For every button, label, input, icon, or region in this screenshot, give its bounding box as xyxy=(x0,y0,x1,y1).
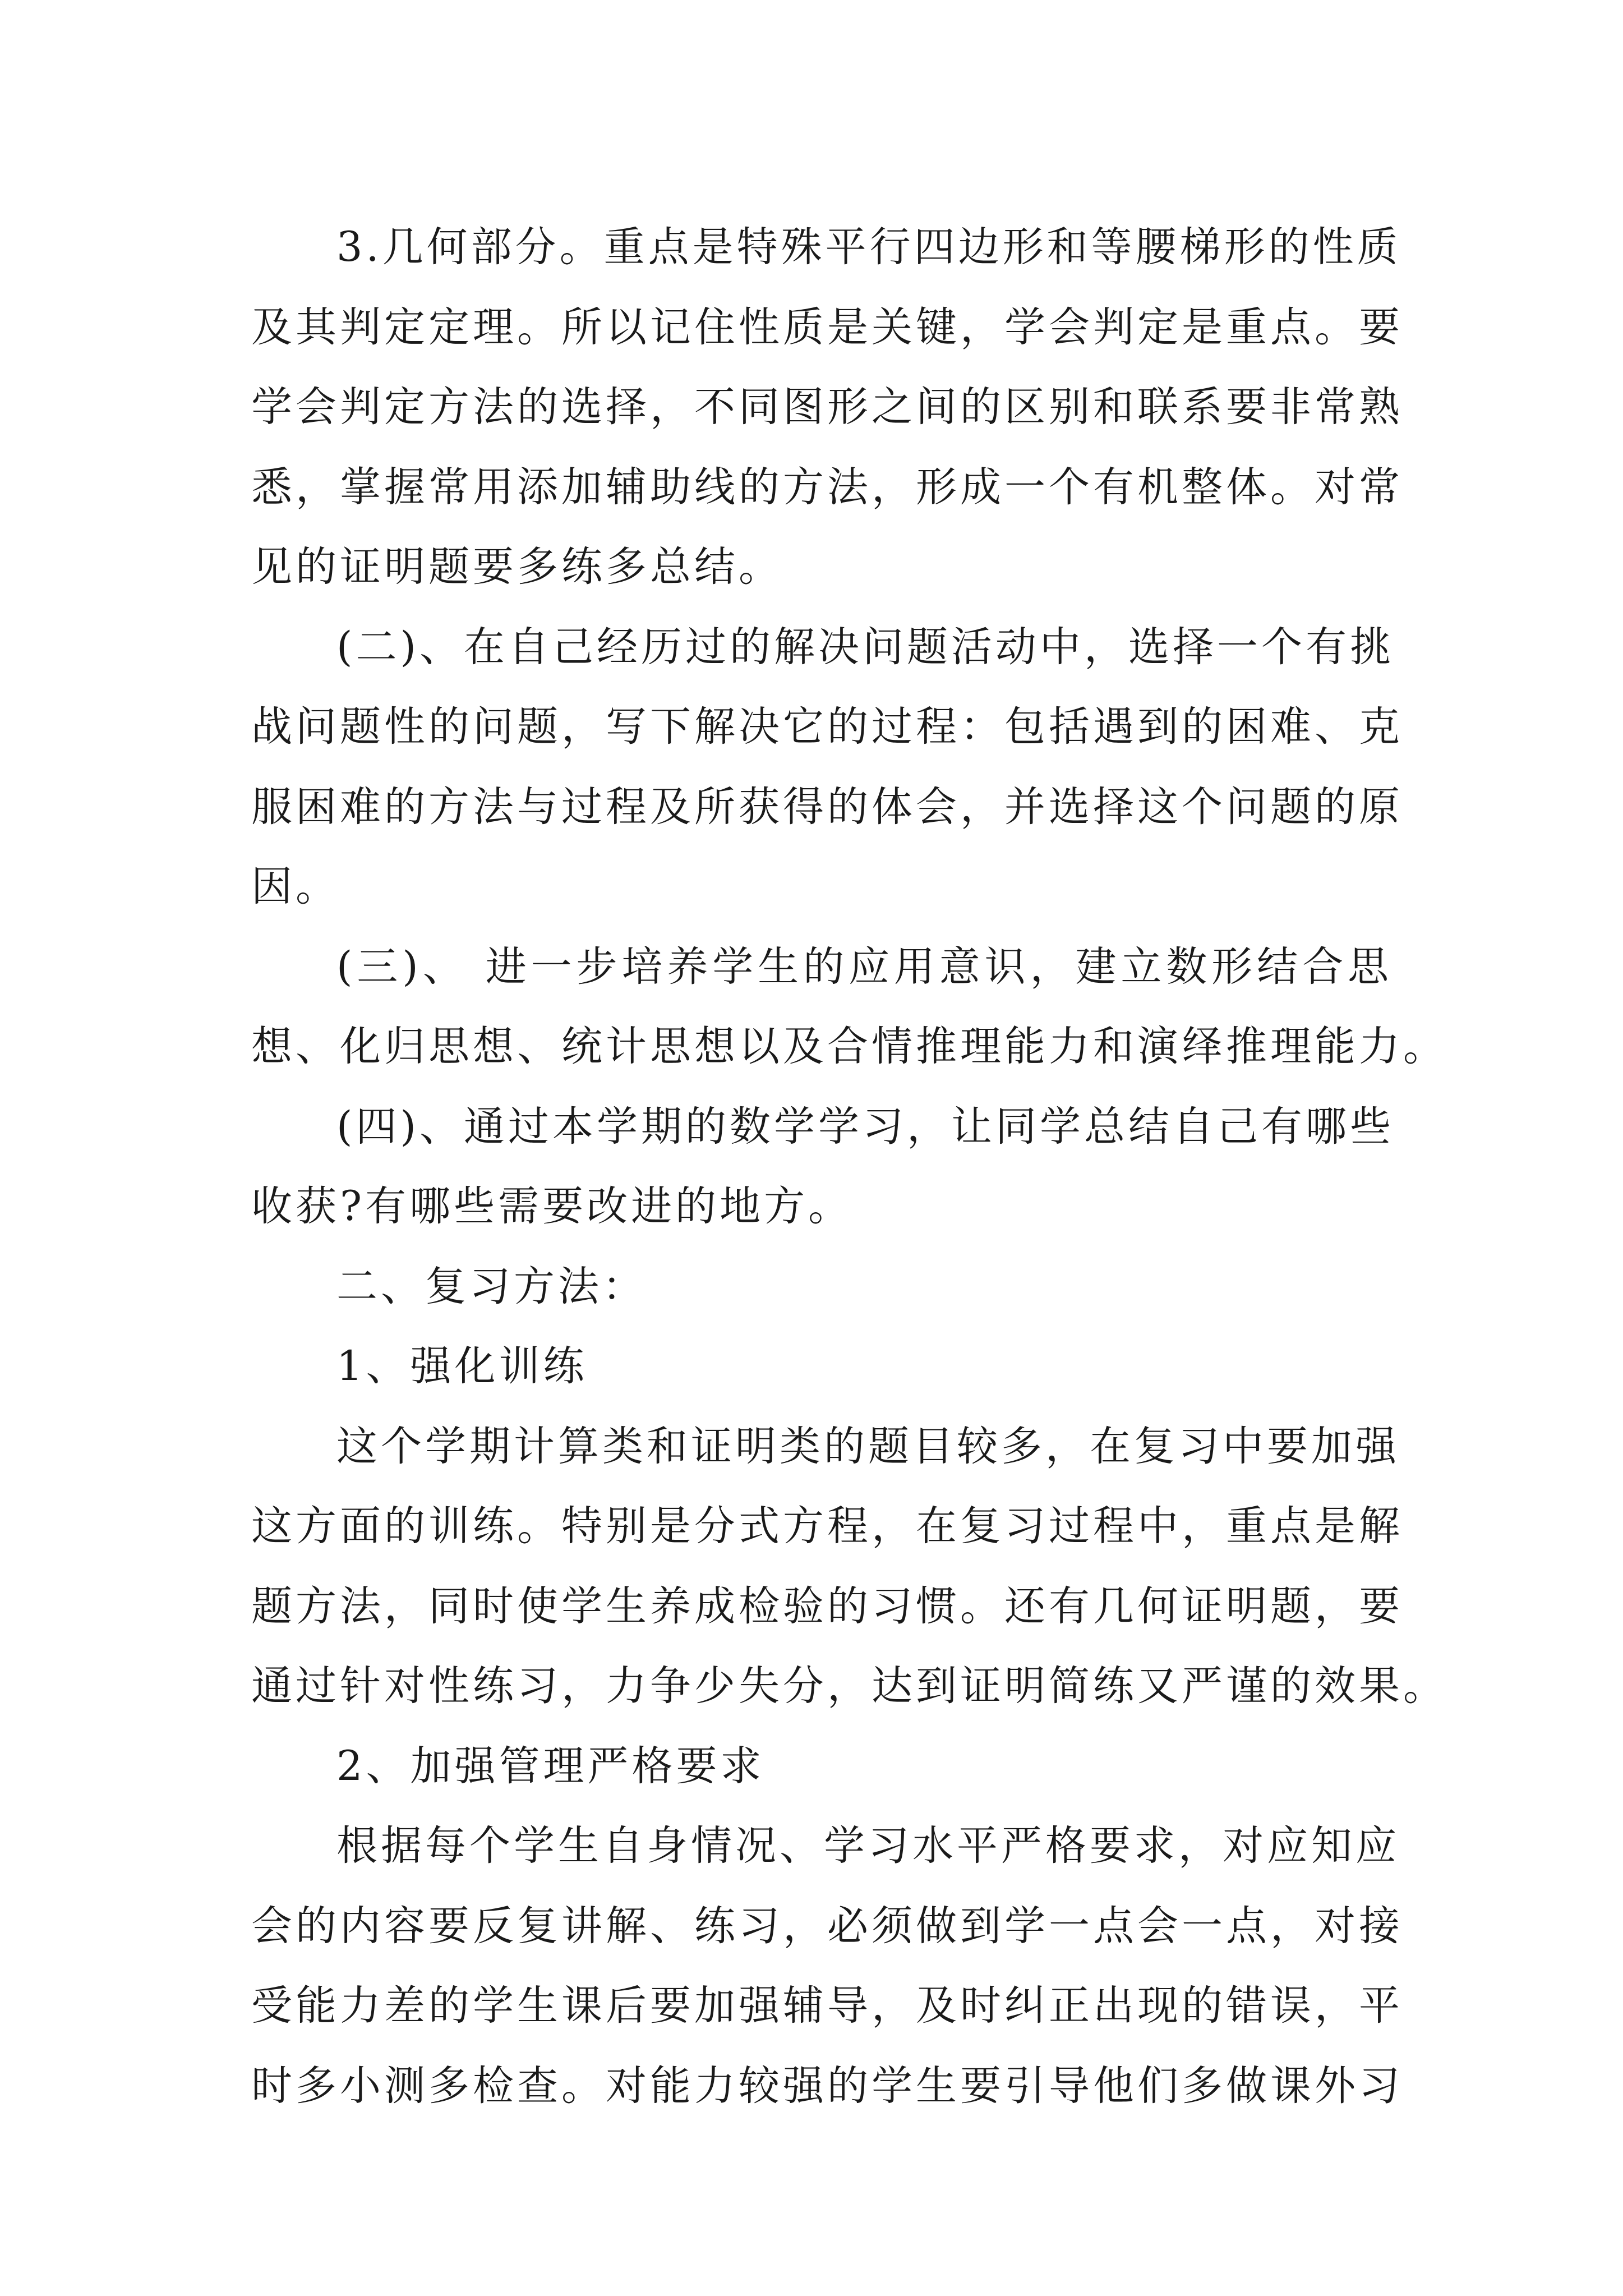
document-body xyxy=(251,208,1447,2126)
text-line: 二、复习方法： xyxy=(336,1262,647,1310)
text-line: 题方法，同时使学生养成检验的习惯。还有几何证明题，要 xyxy=(251,1582,1403,1630)
text-line: 2、加强管理严格要求 xyxy=(336,1742,765,1790)
text-line: 想、化归思想、统计思想以及合情推理能力和演绎推理能力。 xyxy=(251,1023,1447,1070)
text-line: 见的证明题要多练多总结。 xyxy=(251,543,783,591)
text-line: 学会判定方法的选择，不同图形之间的区别和联系要非常熟 xyxy=(251,383,1403,431)
text-line: (四)、通过本学期的数学学习，让同学总结自己有哪些 xyxy=(336,1102,1394,1151)
text-line: 服困难的方法与过程及所获得的体会，并选择这个问题的原 xyxy=(251,783,1403,831)
text-line: 战问题性的问题，写下解决它的过程：包括遇到的困难、克 xyxy=(251,703,1403,751)
text-line: 收获?有哪些需要改进的地方。 xyxy=(251,1182,853,1230)
text-line: 及其判定定理。所以记住性质是关键，学会判定是重点。要 xyxy=(251,303,1403,351)
text-line: 会的内容要反复讲解、练习，必须做到学一点会一点，对接 xyxy=(251,1902,1403,1950)
text-line: 根据每个学生自身情况、学习水平严格要求，对应知应 xyxy=(336,1822,1400,1870)
text-line: (二)、在自己经历过的解决问题活动中，选择一个有挑 xyxy=(336,623,1394,671)
text-line: 时多小测多检查。对能力较强的学生要引导他们多做课外习 xyxy=(251,2062,1403,2110)
text-line: 受能力差的学生课后要加强辅导，及时纠正出现的错误，平 xyxy=(251,1982,1403,2030)
text-line: 通过针对性练习，力争少失分，达到证明简练又严谨的效果。 xyxy=(251,1662,1447,1710)
text-line: 3.几何部分。重点是特殊平行四边形和等腰梯形的性质 xyxy=(336,223,1401,271)
text-line: 这个学期计算类和证明类的题目较多，在复习中要加强 xyxy=(336,1422,1400,1470)
text-line: 悉，掌握常用添加辅助线的方法，形成一个有机整体。对常 xyxy=(251,463,1403,511)
text-line: 因。 xyxy=(251,863,340,910)
text-line: 1、强化训练 xyxy=(336,1342,588,1390)
text-line: 这方面的训练。特别是分式方程，在复习过程中，重点是解 xyxy=(251,1502,1403,1550)
text-line: (三)、 进一步培养学生的应用意识，建立数形结合思 xyxy=(336,942,1392,991)
